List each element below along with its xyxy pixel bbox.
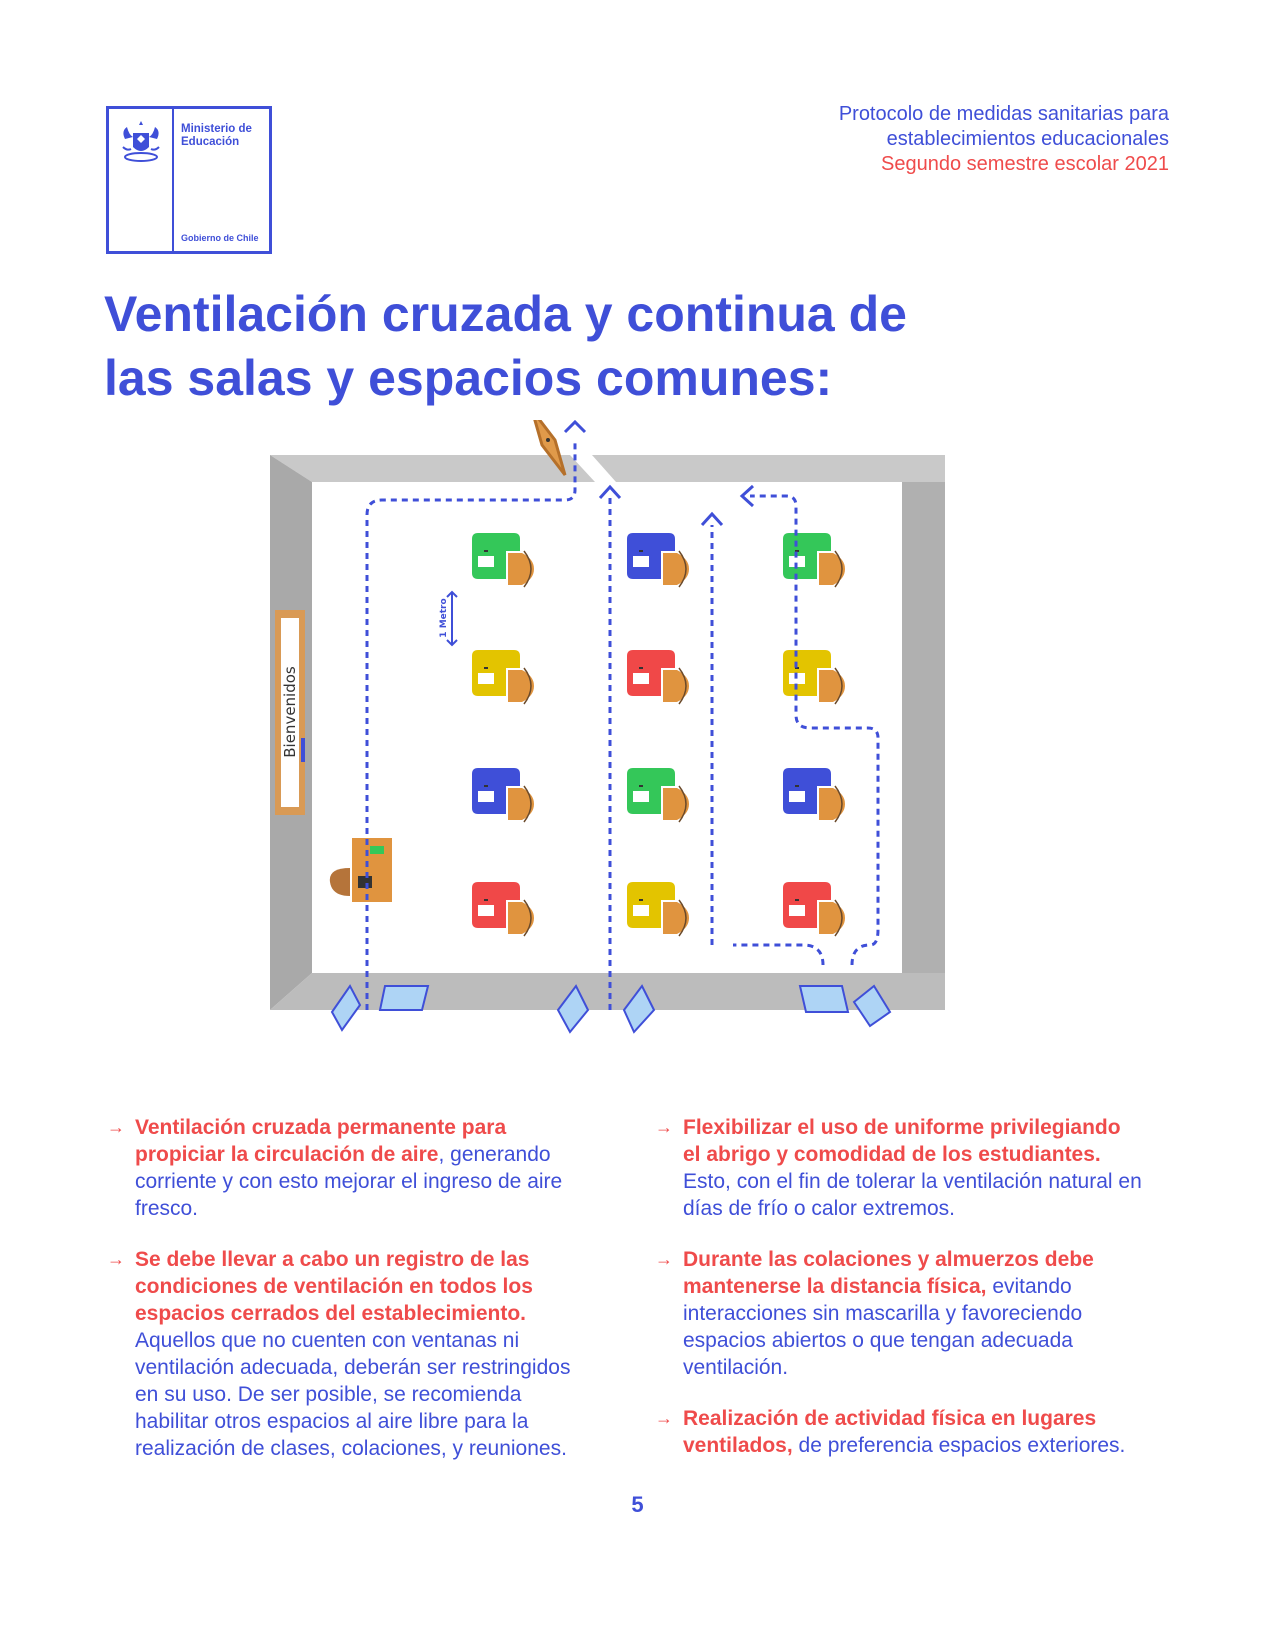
item-highlight: Flexibilizar el uso de uniforme privilegiando el abrigo y comodidad de los estudiantes. [683, 1116, 1121, 1166]
list-item [653, 1246, 1143, 1381]
classroom-ventilation-diagram [270, 420, 1000, 1080]
board-label: Bienvenidos [281, 666, 299, 758]
title-line1: Ventilación cruzada y continua de [104, 286, 907, 342]
arrow-right-icon: → [655, 1249, 673, 1269]
list-item [105, 1114, 595, 1222]
coat-of-arms-icon [115, 117, 167, 169]
right-column [653, 1114, 1143, 1483]
government-label: Gobierno de Chile [181, 233, 259, 243]
arrow-right-icon: → [655, 1117, 673, 1137]
item-text: de preferencia espacios exteriores. [792, 1434, 1126, 1457]
arrow-right-icon: → [107, 1117, 125, 1137]
item-highlight: Durante las colaciones y almuerzos debe mantenerse la distancia física, [683, 1248, 1094, 1298]
arrow-right-icon: → [655, 1408, 673, 1428]
item-text: Aquellos que no cuenten con ventanas ni ventilación adecuada, deberán ser restringidos en su uso. De ser posible, se recomienda habilitar otros espacios al aire libre para la realización de clases, colaciones, y reuniones. [135, 1329, 571, 1460]
document-header [839, 102, 1169, 177]
header-line2: establecimientos educacionales [886, 128, 1169, 150]
left-column [105, 1114, 595, 1486]
list-item [653, 1405, 1143, 1459]
ministry-line2: Educación [181, 136, 240, 148]
item-highlight: Ventilación cruzada permanente para propiciar la circulación de aire [135, 1116, 507, 1166]
header-line1: Protocolo de medidas sanitarias para [838, 103, 1169, 125]
page-number: 5 [631, 1492, 644, 1517]
whiteboard [275, 610, 305, 815]
ministry-logo [106, 106, 272, 254]
arrow-right-icon: → [107, 1249, 125, 1269]
list-item [105, 1246, 595, 1462]
item-highlight: Se debe llevar a cabo un registro de las condiciones de ventilación en todos los espacios cerrados del establecimiento. [135, 1248, 533, 1325]
distance-label: 1 Metro [439, 598, 449, 638]
header-line3: Segundo semestre escolar 2021 [881, 153, 1169, 175]
item-text: Esto, con el fin de tolerar la ventilación natural en días de frío o calor extremos. [683, 1170, 1142, 1220]
ministry-name [181, 123, 252, 149]
item-highlight: Realización de actividad física en lugares ventilados, [683, 1407, 1097, 1457]
title-line2: las salas y espacios comunes: [104, 350, 833, 406]
item-text: evitando interacciones sin mascarilla y favoreciendo espacios abiertos o que tengan adecuada ventilación. [683, 1275, 1083, 1379]
ministry-line1: Ministerio de [181, 123, 252, 135]
page-title [104, 282, 1104, 410]
item-text: , generando corriente y con esto mejorar el ingreso de aire fresco. [135, 1143, 563, 1220]
logo-divider [172, 109, 174, 251]
list-item [653, 1114, 1143, 1222]
